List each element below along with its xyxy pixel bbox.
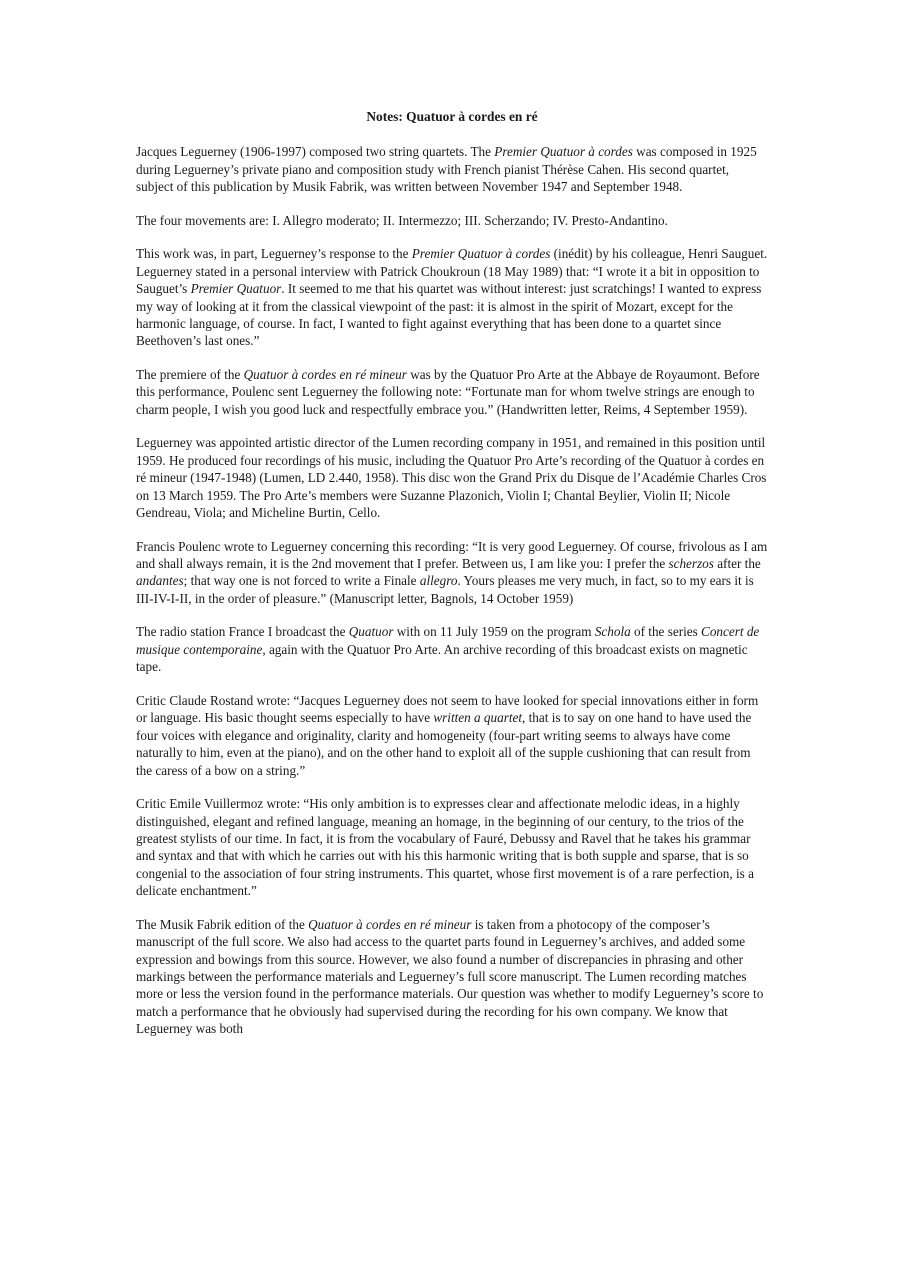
italic-text: Quatuor à cordes en ré mineur [243, 367, 407, 383]
text-run: was composed in 1925 during Leguerney’s private piano and composition study with French pianist Thérèse Cahen. His second quartet, subject of this publication by Musik Fabrik, was written between November 1947 and September 1948. [136, 144, 757, 195]
document-body [136, 108, 768, 1038]
paragraph [136, 538, 768, 608]
text-run: The radio station France I broadcast the [136, 624, 349, 640]
italic-text: scherzos [668, 556, 714, 572]
paragraph [136, 212, 768, 229]
italic-text: Premier Quatuor à cordes [494, 144, 633, 160]
text-run: of the series [630, 624, 702, 640]
italic-text: andantes [136, 573, 184, 589]
paragraph-list [136, 143, 768, 1037]
paragraph [136, 623, 768, 675]
italic-text: Schola [594, 624, 631, 640]
paragraph [136, 434, 768, 521]
italic-text: Quatuor [348, 624, 394, 640]
text-run: , that is to say on one hand to have used the four voices with elegance and originality, clarity and homogeneity (four-part writing seems to always have come naturally to him, even at the piano), and on the other hand to exploit all of the supple cushioning that can result from the caress of a bow on a string.” [136, 710, 752, 778]
italic-text: Concert de musique contemporaine [136, 624, 760, 657]
text-run: Critic Emile Vuillermoz wrote: “His only ambition is to expresses clear and affectionate melodic ideas, in a highly distinguished, elegant and refined language, meaning an homage, in the beginning of our century, to the trios of the greatest stylists of our time. In fact, it is from the vocabulary of Fauré, Debussy and Ravel that he takes his grammar and syntax and that with which he carries out with his this harmonic writing that is both supple and sparse, that is so congenial to the association of four string instruments. This quartet, whose first movement is of a rare perfection, is a delicate enchantment.” [136, 796, 754, 899]
italic-text: Quatuor à cordes en ré mineur [308, 916, 472, 932]
text-run: Jacques Leguerney (1906-1997) composed two string quartets. The [136, 144, 495, 160]
text-run: was by the Quatuor Pro Arte at the Abbaye de Royaumont. Before this performance, Poulenc sent Leguerney the following note: “Fortunate man for whom twelve strings are enough to charm people, I wish you good luck and respectfully embrace you.” (Handwritten letter, Reims, 4 September 1959). [136, 367, 760, 417]
text-run: is taken from a photocopy of the composer’s manuscript of the full score. We also had access to the quartet parts found in Leguerney’s archives, and added some expression and bowings from this source. However, we also found a number of discrepancies in phrasing and other markings between the performance materials and Leguerney’s full score manuscript. The Lumen recording matches more or less the version found in the performance materials. Our question was whether to modify Leguerney’s score to match a performance that he obviously had supervised during the recording for his own company. We know that Leguerney was both [136, 916, 764, 1037]
text-run: The Musik Fabrik edition of the [136, 916, 309, 932]
paragraph [136, 366, 768, 418]
text-run: ; that way one is not forced to write a Finale [183, 573, 420, 589]
text-run: Critic Claude Rostand wrote: “Jacques Leguerney does not seem to have looked for special innovations either in form or language. His basic thought seems especially to have [136, 692, 759, 726]
text-run: , again with the Quatuor Pro Arte. An archive recording of this broadcast exists on magnetic tape. [136, 641, 748, 675]
text-run: . Yours pleases me very much, in fact, so to my ears it is III-IV-I-II, in the order of pleasure.” (Manuscript letter, Bagnols, 14 October 1959) [136, 573, 754, 606]
text-run: . It seemed to me that his quartet was without interest: just scratchings! I wanted to express my way of looking at it from the classical viewpoint of the past: it is almost in the spirit of Mozart, except for the harmonic language, of course. In fact, I wanted to fight against everything that has been done to a quartet since Beethoven’s last ones.” [136, 281, 762, 349]
paragraph [136, 916, 768, 1038]
text-run: with on 11 July 1959 on the program [393, 624, 595, 640]
page-title: Notes: Quatuor à cordes en ré [366, 109, 538, 124]
text-run: Leguerney was appointed artistic director of the Lumen recording company in 1951, and remained in this position until 1959. He produced four recordings of his music, including the Quatuor Pro Arte’s recording of the Quatuor à cordes en ré mineur (1947-1948) (Lumen, LD 2.440, 1958). This disc won the Grand Prix du Disque de l’Académie Charles Cros on 13 March 1959. The Pro Arte’s members were Suzanne Plazonich, Violin I; Chantal Beylier, Violin II; Nicole Gendreau, Viola; and Micheline Burtin, Cello. [136, 435, 767, 521]
italic-text: Premier Quatuor [190, 281, 282, 297]
text-run: The four movements are: I. Allegro moderato; II. Intermezzo; III. Scherzando; IV. Presto-Andantino. [136, 212, 668, 228]
paragraph [136, 143, 768, 195]
text-run: after the [713, 556, 761, 572]
paragraph [136, 692, 768, 779]
italic-text: written a quartet [433, 710, 523, 726]
text-run: The premiere of the [136, 367, 244, 383]
text-run: Francis Poulenc wrote to Leguerney concerning this recording: “It is very good Leguerney. Of course, frivolous as I am and shall always remain, it is the 2nd movement that I prefer. Between us, I am like you: I prefer the [136, 538, 768, 572]
paragraph [136, 245, 768, 349]
paragraph [136, 795, 768, 899]
text-run: This work was, in part, Leguerney’s response to the [136, 246, 412, 262]
text-run: (inédit) by his colleague, Henri Sauguet. Leguerney stated in a personal interview with Patrick Choukroun (18 May 1989) that: “I wrote it a bit in opposition to Sauguet’s [136, 246, 768, 297]
italic-text: Premier Quatuor à cordes [411, 246, 551, 262]
italic-text: allegro [419, 573, 458, 589]
